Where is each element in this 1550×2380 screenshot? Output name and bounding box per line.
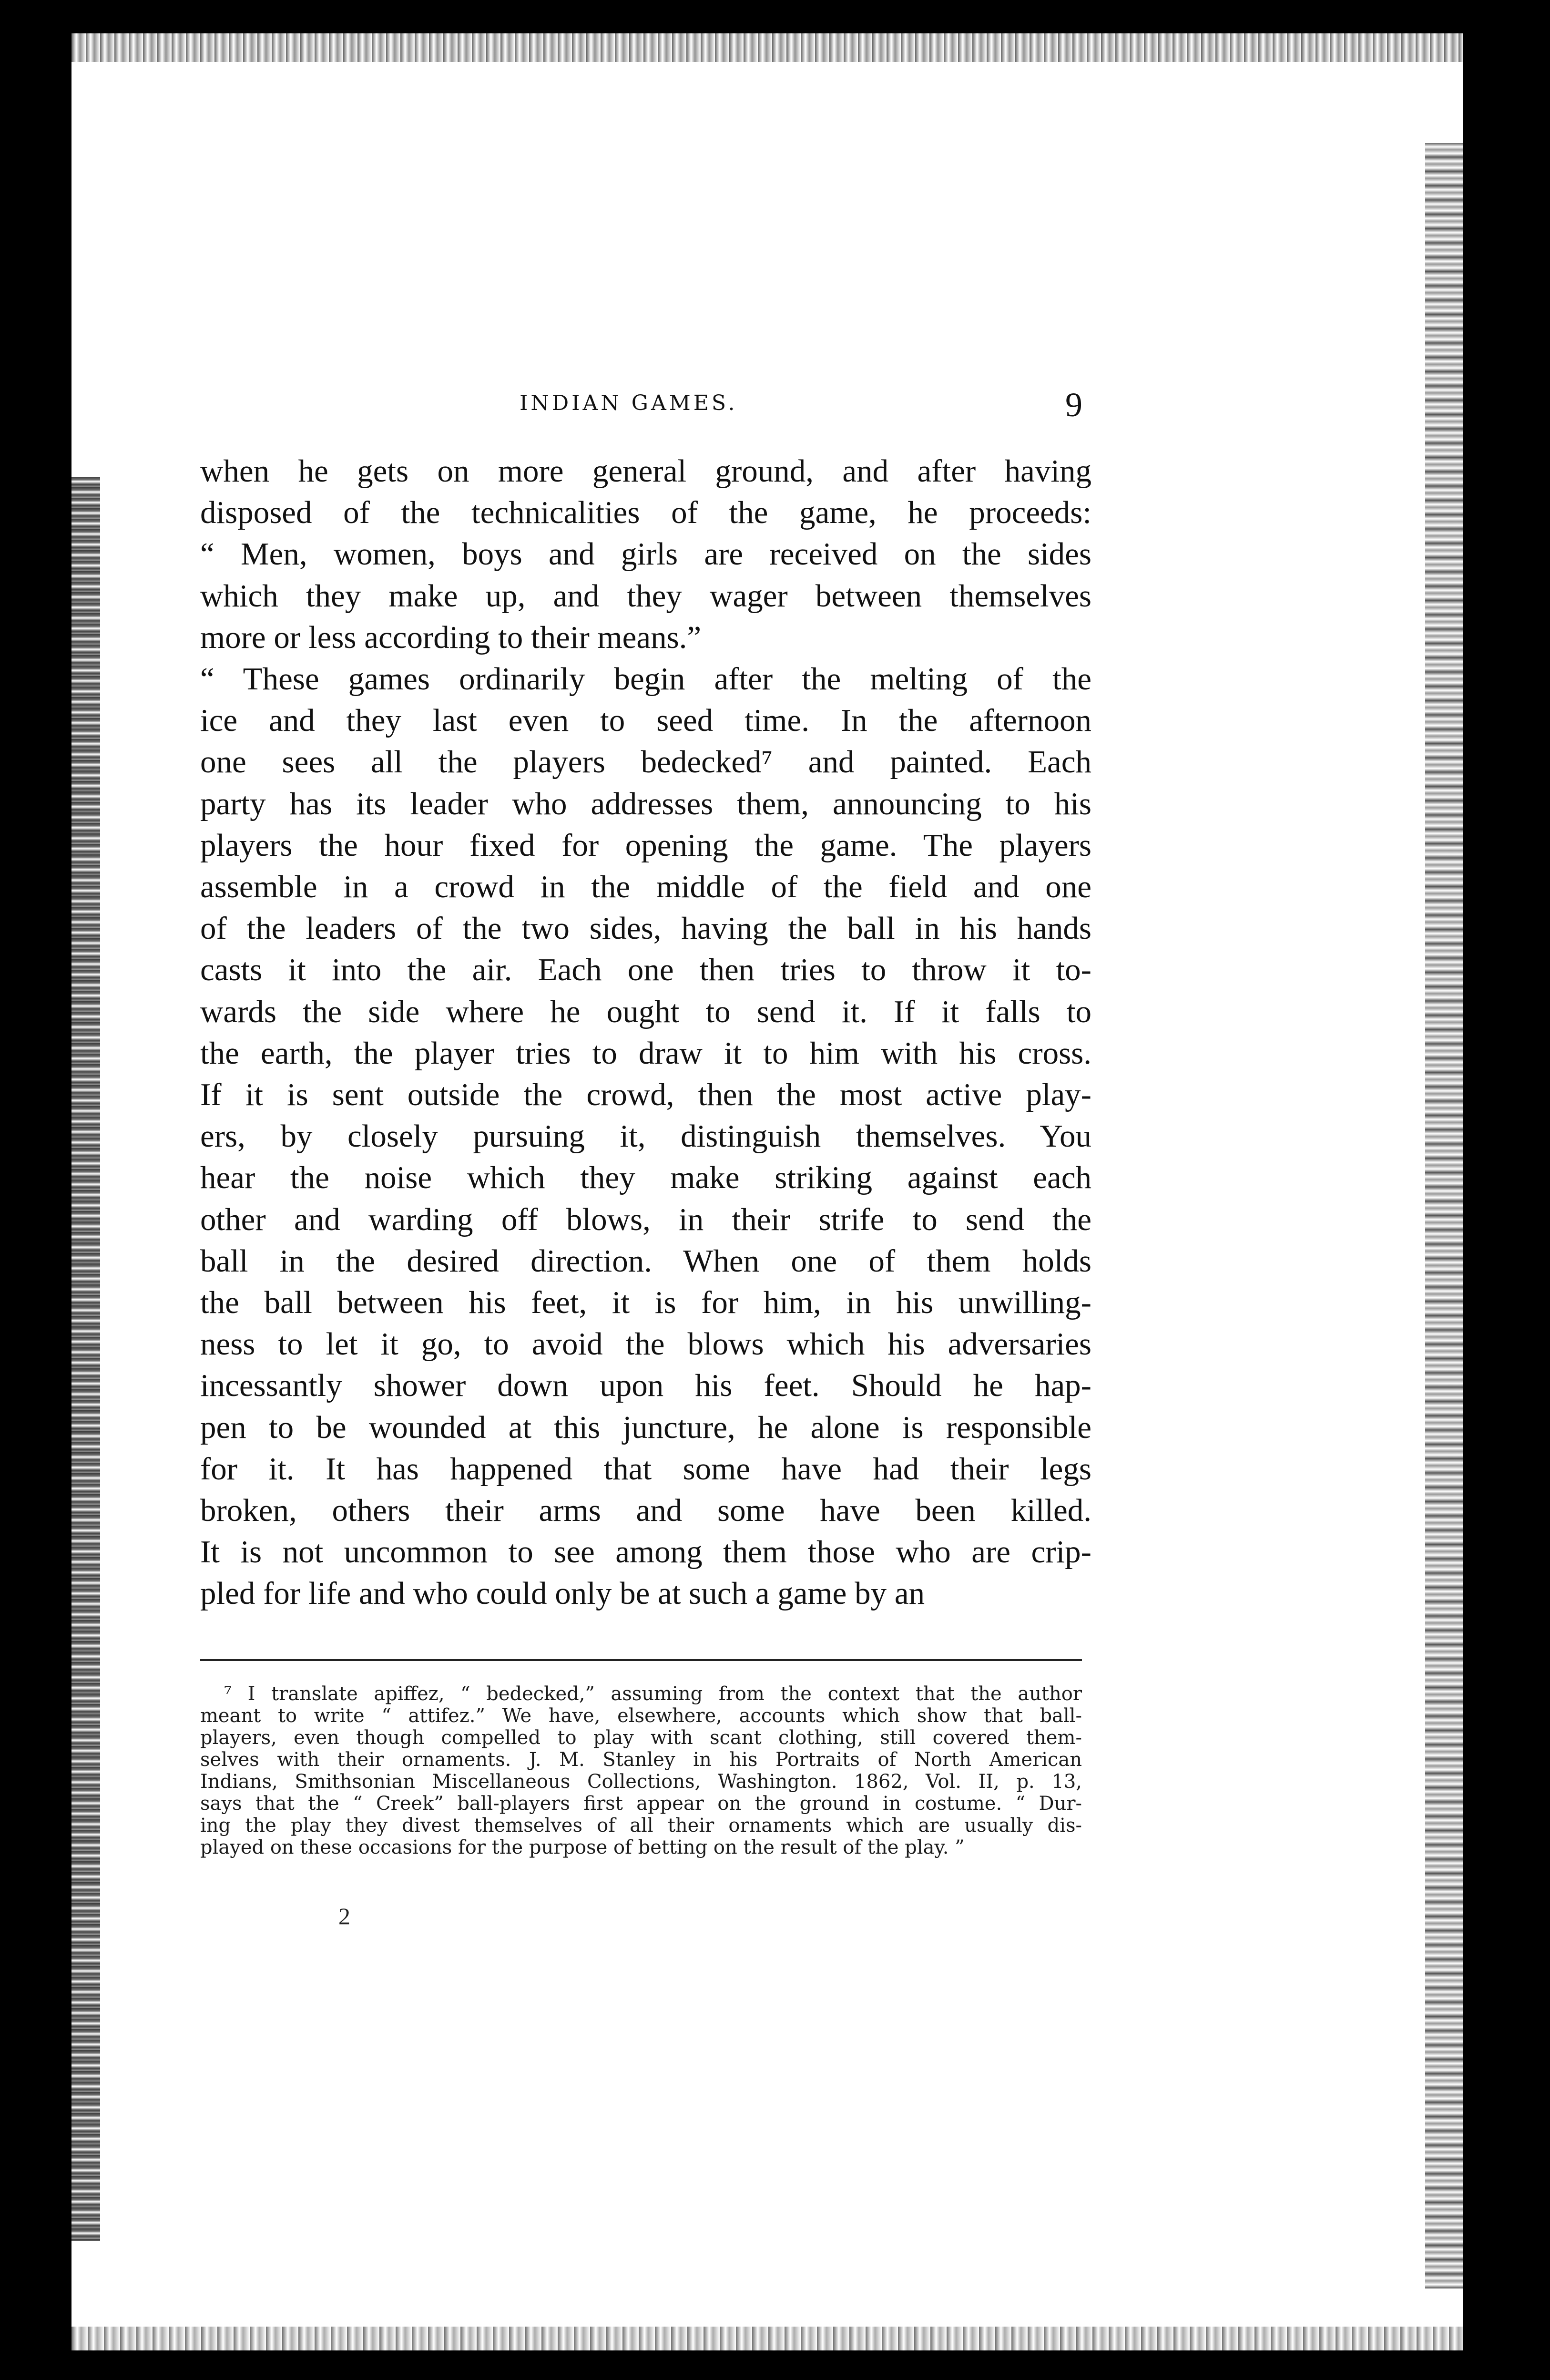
body-line: disposed of the technicalities of the game, he proceeds: [200, 495, 1091, 531]
body-line: “ These games ordinarily begin after the melting of the [200, 661, 1091, 697]
body-line: If it is sent outside the crowd, then the most active play- [200, 1077, 1091, 1113]
footnote-rule [200, 1659, 1082, 1661]
body-line: assemble in a crowd in the middle of the field and one [200, 869, 1091, 905]
running-head: INDIAN GAMES. [520, 391, 738, 415]
body-line: pled for life and who could only be at such a game by an [200, 1576, 925, 1611]
page-edge-shadow-right [1425, 143, 1463, 2288]
body-line: casts it into the air. Each one then tries to throw it to- [200, 952, 1091, 988]
signature-mark: 2 [338, 1903, 350, 1929]
footnote-line: meant to write “ attifez.” We have, elsewhere, accounts which show that ball- [200, 1705, 1082, 1727]
body-line: the ball between his feet, it is for him, in his unwilling- [200, 1285, 1091, 1321]
body-line: ice and they last even to seed time. In the afternoon [200, 703, 1091, 739]
footnote-line: ⁷ I translate apiffez, “ bedecked,” assuming from the context that the author [224, 1683, 1082, 1705]
body-line: ers, by closely pursuing it, distinguish themselves. You [200, 1118, 1091, 1154]
body-line: when he gets on more general ground, and after having [200, 453, 1091, 489]
body-line: broken, others their arms and some have been killed. [200, 1493, 1091, 1529]
body-line: more or less according to their means.” [200, 619, 702, 655]
body-line: of the leaders of the two sides, having the ball in his hands [200, 911, 1091, 946]
body-text [200, 451, 1091, 1615]
footnote-line: selves with their ornaments. J. M. Stanley in his Portraits of North American [200, 1749, 1082, 1771]
body-line: which they make up, and they wager between themselves [200, 578, 1091, 614]
body-line: incessantly shower down upon his feet. Should he hap- [200, 1368, 1091, 1404]
footnote-line: ing the play they divest themselves of all their ornaments which are usually dis- [200, 1815, 1082, 1836]
binding-shadow-left [71, 477, 100, 2241]
body-line: wards the side where he ought to send it. If it falls to [200, 994, 1091, 1029]
body-line: the earth, the player tries to draw it to him with his cross. [200, 1035, 1091, 1071]
body-line: ball in the desired direction. When one of them holds [200, 1243, 1091, 1279]
footnote-line: players, even though compelled to play with scant clothing, still covered them- [200, 1727, 1082, 1749]
footnote-line: played on these occasions for the purpose of betting on the result of the play. ” [200, 1836, 965, 1858]
page-number: 9 [1065, 386, 1082, 424]
body-line: It is not uncommon to see among them those who are crip- [200, 1534, 1091, 1570]
scan-border-top [0, 0, 1550, 33]
footnote-line: Indians, Smithsonian Miscellaneous Collections, Washington. 1862, Vol. II, p. 13, [200, 1771, 1082, 1793]
body-line: for it. It has happened that some have had their legs [200, 1451, 1091, 1487]
scan-border-bottom [0, 2350, 1550, 2380]
body-line: ness to let it go, to avoid the blows which his adversaries [200, 1326, 1091, 1362]
body-line: one sees all the players bedecked⁷ and painted. Each [200, 744, 1091, 780]
page-edge-shadow-top [71, 33, 1463, 62]
body-line: other and warding off blows, in their strife to send the [200, 1201, 1091, 1237]
scan-border-left [0, 0, 71, 2380]
scan-border-right [1463, 0, 1550, 2380]
body-line: “ Men, women, boys and girls are received on the sides [200, 536, 1091, 572]
body-line: hear the noise which they make striking against each [200, 1160, 1091, 1196]
body-line: pen to be wounded at this juncture, he alone is responsible [200, 1409, 1091, 1445]
body-line: players the hour fixed for opening the game. The players [200, 827, 1091, 863]
page-edge-shadow-bottom [71, 2327, 1463, 2350]
body-line: party has its leader who addresses them, announcing to his [200, 786, 1091, 821]
footnote-line: says that the “ Creek” ball-players first appear on the ground in costume. “ Dur- [200, 1793, 1082, 1815]
footnotes [200, 1683, 1082, 1858]
